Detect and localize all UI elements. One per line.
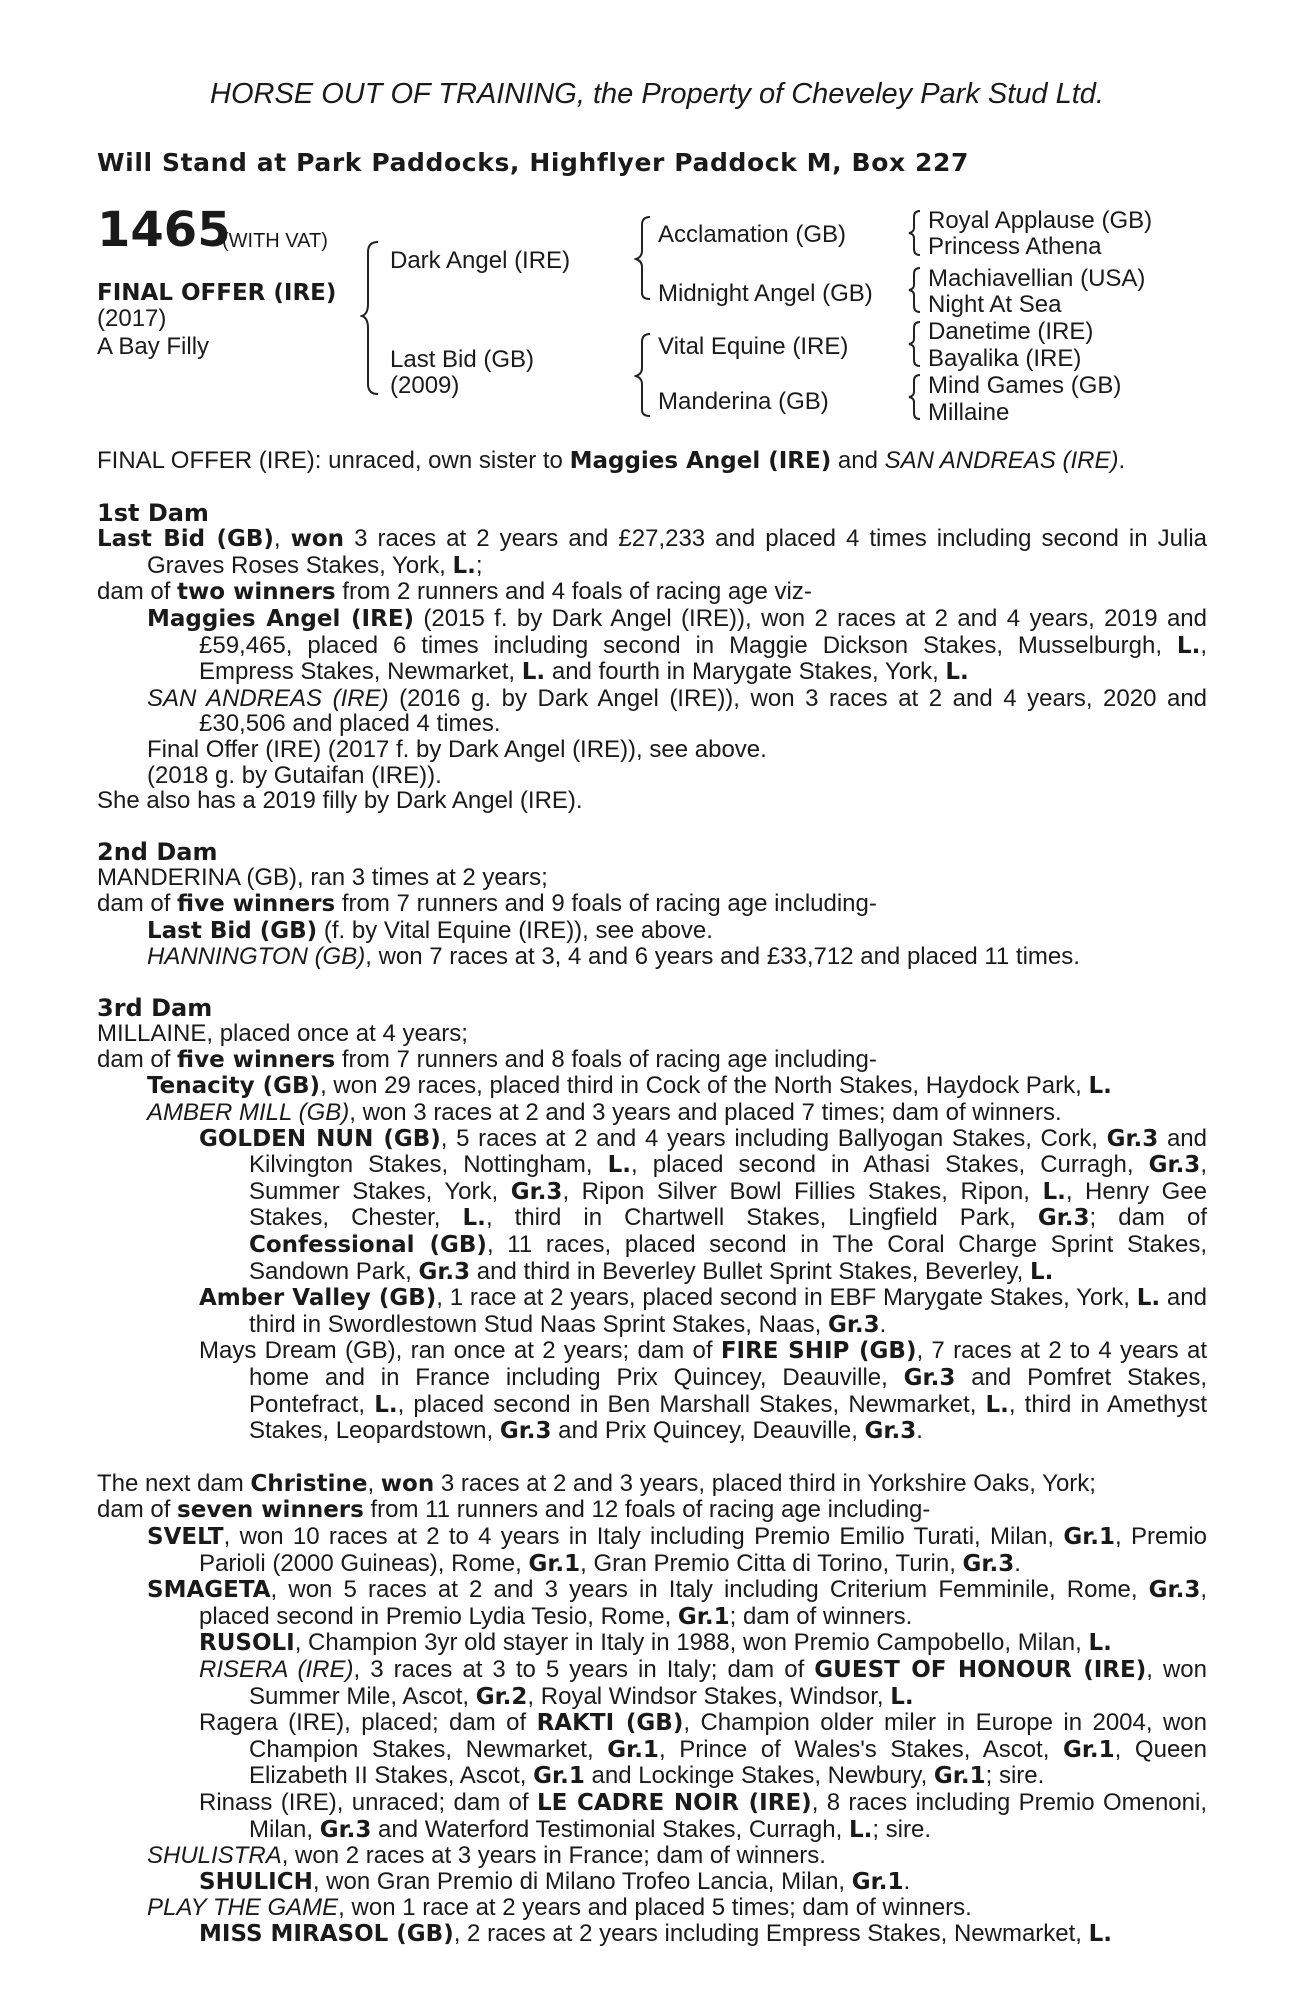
- horse-description: A Bay Filly: [97, 333, 210, 360]
- first-dam-produce-item: SAN ANDREAS (IRE) (2016 g. by Dark Angel (IRE)), won 3 races at 2 and 4 years, 2020 and £30,506 and placed 4 times.: [147, 684, 1208, 738]
- third-dam-grandproduce-item: Amber Valley (GB), 1 race at 2 years, placed second in EBF Marygate Stakes, York, L. and third in Swordlestown Stud Naas Sprint Stakes, Naas, Gr.3.: [199, 1284, 1207, 1338]
- pedigree-bracket-sire: [634, 213, 656, 303]
- first-dam-produce-summary: dam of two winners from 2 runners and 4 foals of racing age viz-: [97, 578, 812, 606]
- next-dam-grandproduce-item: Ragera (IRE), placed; dam of RAKTI (GB), Champion older miler in Europe in 2004, won Champion Stakes, Newmarket, Gr.1, Prince of Wales's Stakes, Ascot, Gr.1, Queen Elizabeth II Stakes, Ascot, Gr.1 and Lockinge Stakes, Newbury, Gr.1; sire.: [199, 1709, 1207, 1790]
- first-dam-produce-item: Maggies Angel (IRE) (2015 f. by Dark Angel (IRE)), won 2 races at 2 and 4 years, 2019 and £59,465, placed 6 times including second in Maggie Dickson Stakes, Musselburgh, L., Empress Stakes, Newmarket, L. and fourth in Marygate Stakes, York, L.: [147, 604, 1207, 686]
- third-dam-section: [97, 993, 1208, 1445]
- third-dam-produce-item: Tenacity (GB), won 29 races, placed third in Cock of the North Stakes, Haydock Park, L.: [147, 1072, 1112, 1100]
- pedigree-g3-5: Danetime (IRE): [928, 318, 1094, 345]
- third-dam-produce-item: AMBER MILL (GB), won 3 races at 2 and 3 years and placed 7 times; dam of winners.: [147, 1099, 1062, 1127]
- second-dam-produce-item: Last Bid (GB) (f. by Vital Equine (IRE)), see above.: [147, 916, 713, 944]
- next-dam-produce-item: SHULISTRA, won 2 races at 3 years in France; dam of winners.: [147, 1842, 826, 1870]
- third-dam-grandproduce-item: GOLDEN NUN (GB), 5 races at 2 and 4 years including Ballyogan Stakes, Cork, Gr.3 and Kilvington Stakes, Nottingham, L., placed second in Athasi Stakes, Curragh, Gr.3, Summer Stakes, York, Gr.3, Ripon Silver Bowl Fillies Stakes, Ripon, L., Henry Gee Stakes, Chester, L., third in Chartwell Stakes, Lingfield Park, Gr.3; dam of Confessional (GB), 11 races, placed second in The Coral Charge Sprint Stakes, Sandown Park, Gr.3 and third in Beverley Bullet Sprint Stakes, Beverley, L.: [199, 1124, 1207, 1285]
- lot-number: 1465: [97, 202, 231, 258]
- next-dam-produce-item: PLAY THE GAME, won 1 race at 2 years and placed 5 times; dam of winners.: [147, 1894, 972, 1922]
- next-dam-grandproduce-item: RISERA (IRE), 3 races at 3 to 5 years in Italy; dam of GUEST OF HONOUR (IRE), won Summer Mile, Ascot, Gr.2, Royal Windsor Stakes, Windsor, L.: [199, 1655, 1207, 1710]
- catalogue-title: HORSE OUT OF TRAINING, the Property of Cheveley Park Stud Ltd.: [210, 78, 1104, 110]
- intro-line: FINAL OFFER (IRE): unraced, own sister to Maggies Angel (IRE) and SAN ANDREAS (IRE).: [97, 447, 1126, 474]
- pedigree-g3-7: Mind Games (GB): [928, 372, 1122, 399]
- pedigree-bracket-main: [360, 238, 384, 398]
- first-dam-produce-item: (2018 g. by Gutaifan (IRE)).: [147, 761, 442, 789]
- pedigree-granddam-maternal: Manderina (GB): [658, 388, 829, 415]
- pedigree-g3-8: Millaine: [928, 399, 1010, 426]
- second-dam-record: MANDERINA (GB), ran 3 times at 2 years;: [97, 864, 548, 892]
- stand-location: Will Stand at Park Paddocks, Highflyer Paddock M, Box 227: [97, 148, 970, 177]
- third-dam-record: MILLAINE, placed once at 4 years;: [97, 1020, 468, 1048]
- pedigree-g3-3: Machiavellian (USA): [928, 265, 1146, 292]
- first-dam-produce-item: Final Offer (IRE) (2017 f. by Dark Angel (IRE)), see above.: [147, 735, 767, 763]
- second-dam-produce-summary: dam of five winners from 7 runners and 9 foals of racing age including-: [97, 889, 877, 917]
- second-dam-heading: 2nd Dam: [97, 837, 218, 866]
- third-dam-produce-summary: dam of five winners from 7 runners and 8 foals of racing age including-: [97, 1045, 877, 1073]
- pedigree-dam: Last Bid (GB): [390, 346, 535, 373]
- next-dam-grandproduce-item: RUSOLI, Champion 3yr old stayer in Italy in 1988, won Premio Campobello, Milan, L.: [199, 1629, 1112, 1657]
- pedigree-granddam-paternal: Midnight Angel (GB): [658, 280, 873, 307]
- next-dam-grandproduce-item: Rinass (IRE), unraced; dam of LE CADRE NOIR (IRE), 8 races including Premio Omenoni, Milan, Gr.3 and Waterford Testimonial Stakes, Curragh, L.; sire.: [199, 1788, 1208, 1843]
- pedigree-bracket-g4: [906, 372, 926, 422]
- third-dam-grandproduce-item: Mays Dream (GB), ran once at 2 years; dam of FIRE SHIP (GB), 7 races at 2 to 4 years at home and in France including Prix Quincey, Deauville, Gr.3 and Pomfret Stakes, Pontefract, L., placed second in Ben Marshall Stakes, Newmarket, L., third in Amethyst Stakes, Leopardstown, Gr.3 and Prix Quincey, Deauville, Gr.3.: [199, 1337, 1208, 1445]
- first-dam-note: She also has a 2019 filly by Dark Angel (IRE).: [97, 787, 583, 815]
- horse-name: FINAL OFFER (IRE): [97, 280, 337, 306]
- second-dam-produce-item: HANNINGTON (GB), won 7 races at 3, 4 and 6 years and £33,712 and placed 11 times.: [147, 943, 1080, 971]
- catalogue-body: [97, 448, 1207, 1947]
- second-dam-section: [97, 837, 1207, 971]
- pedigree-bracket-dam: [634, 330, 656, 420]
- first-dam-section: [97, 498, 1208, 815]
- next-dam-grandproduce-item: MISS MIRASOL (GB), 2 races at 2 years including Empress Stakes, Newmarket, L.: [199, 1919, 1113, 1947]
- pedigree-g3-1: Royal Applause (GB): [928, 207, 1153, 234]
- pedigree-bracket-g3: [906, 319, 926, 369]
- next-dam-grandproduce-item: SHULICH, won Gran Premio di Milano Trofeo Lancia, Milan, Gr.1.: [199, 1867, 911, 1895]
- next-dam-record: The next dam Christine, won 3 races at 2 and 3 years, placed third in Yorkshire Oaks, York;: [97, 1469, 1096, 1497]
- vat-note: (WITH VAT): [222, 230, 328, 252]
- first-dam-record: Last Bid (GB), won 3 races at 2 years and £27,233 and placed 4 times including second in Julia Graves Roses Stakes, York, L.;: [97, 525, 1207, 579]
- pedigree-bracket-g1: [906, 208, 926, 258]
- next-dam-section: [97, 1471, 1207, 1948]
- pedigree-bracket-g2: [906, 265, 926, 315]
- pedigree-dam-year: (2009): [390, 372, 460, 399]
- horse-year: (2017): [97, 305, 167, 332]
- next-dam-produce-summary: dam of seven winners from 11 runners and 12 foals of racing age including-: [97, 1496, 931, 1524]
- pedigree-grandsire-maternal: Vital Equine (IRE): [658, 333, 849, 360]
- pedigree-grandsire-paternal: Acclamation (GB): [658, 221, 847, 248]
- next-dam-produce-item: SMAGETA, won 5 races at 2 and 3 years in Italy including Criterium Femminile, Rome, Gr.3, placed second in Premio Lydia Tesio, Rome, Gr.1; dam of winners.: [147, 1576, 1207, 1630]
- pedigree-g3-2: Princess Athena: [928, 233, 1102, 260]
- pedigree-sire: Dark Angel (IRE): [390, 247, 571, 274]
- pedigree-g3-4: Night At Sea: [928, 291, 1062, 318]
- third-dam-heading: 3rd Dam: [97, 993, 213, 1022]
- first-dam-heading: 1st Dam: [97, 498, 209, 527]
- pedigree-g3-6: Bayalika (IRE): [928, 345, 1082, 372]
- next-dam-produce-item: SVELT, won 10 races at 2 to 4 years in Italy including Premio Emilio Turati, Milan, Gr.1, Premio Parioli (2000 Guineas), Rome, Gr.1, Gran Premio Citta di Torino, Turin, Gr.3.: [147, 1522, 1207, 1577]
